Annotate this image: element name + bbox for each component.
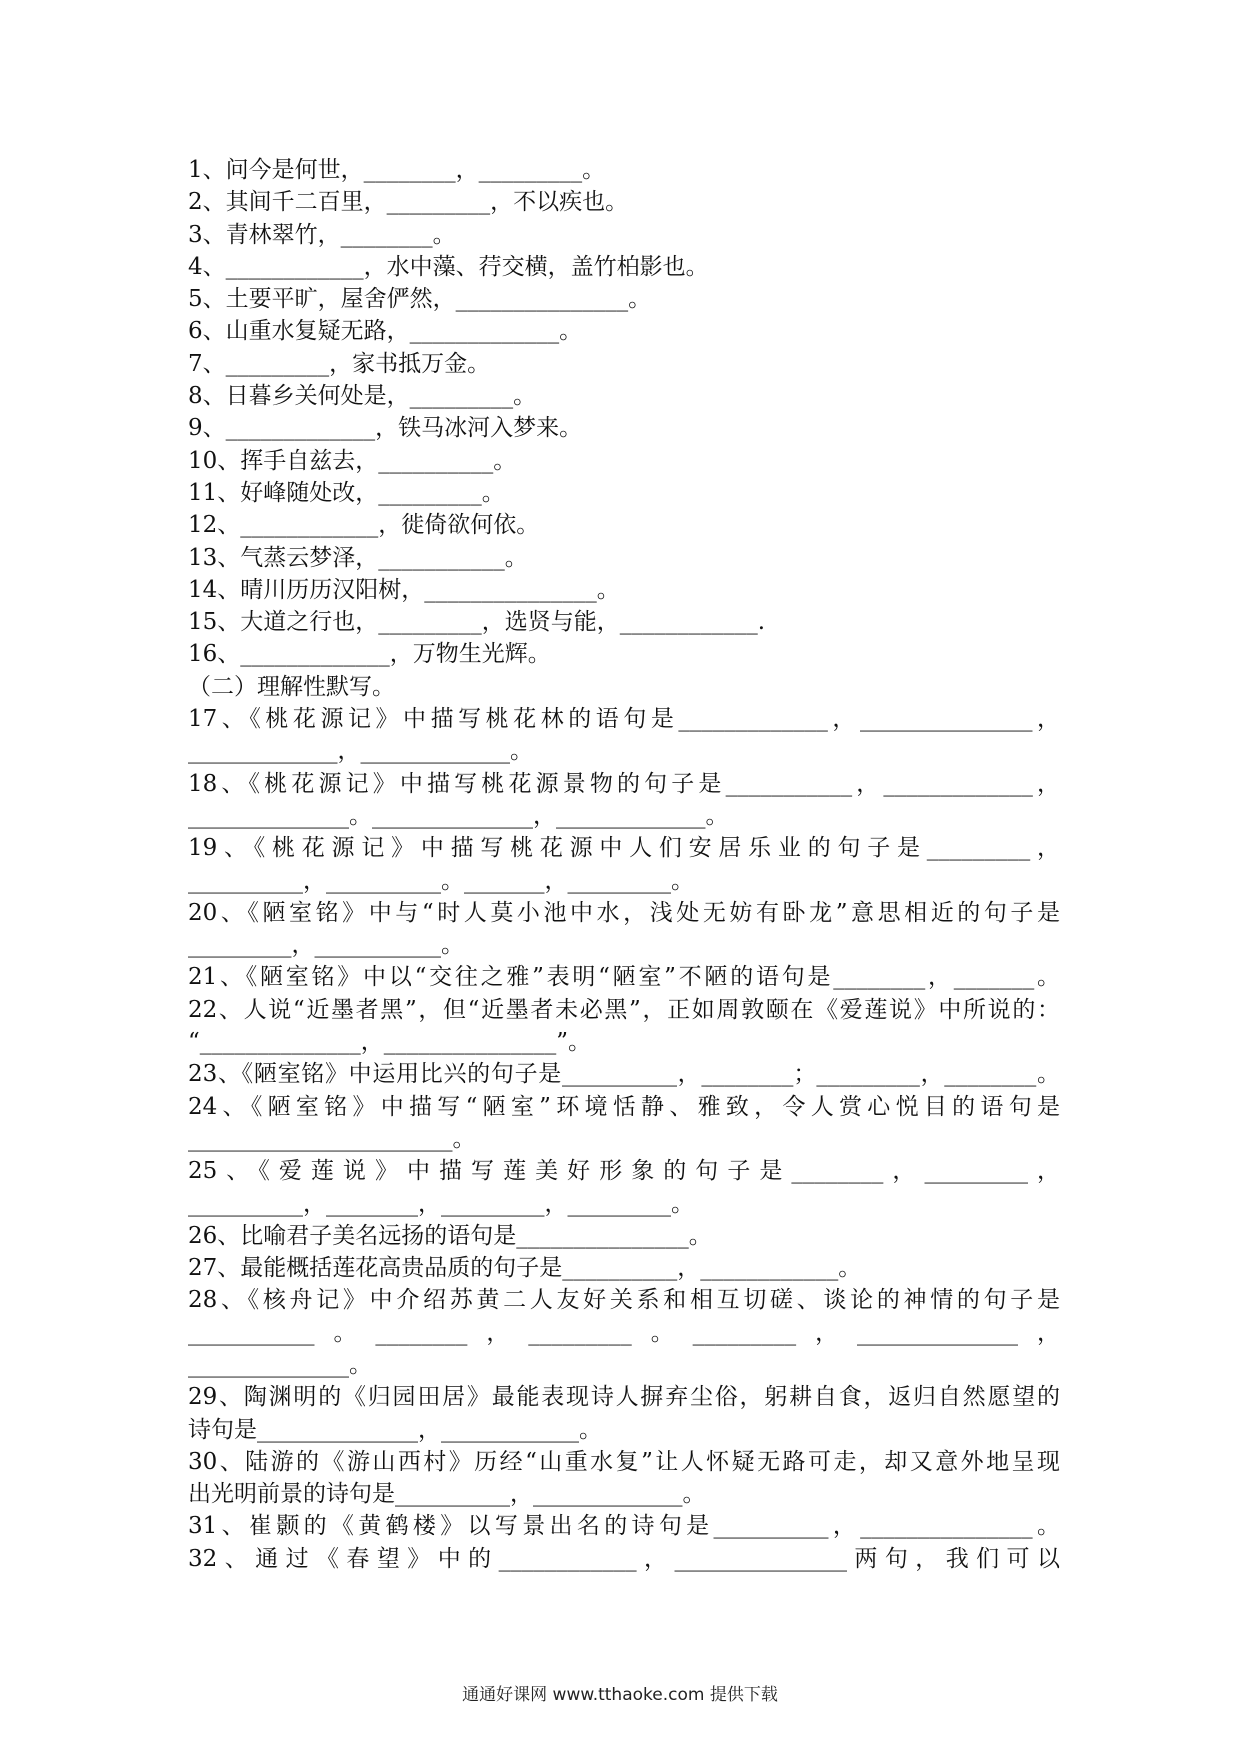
exercise-line: 8、日暮乡关何处是，_________。 <box>188 383 537 410</box>
exercise-line: _____________，_____________。 <box>188 738 533 765</box>
exercise-line: _______________________。 <box>188 1125 476 1152</box>
exercise-line: 28、《核舟记》中介绍苏黄二人友好关系和相互切磋、谈论的神情的句子是 <box>188 1287 1060 1314</box>
exercise-line: 22、人说“近墨者黑”，但“近墨者未必黑”，正如周敦颐在《爱莲说》中所说的： <box>188 996 1060 1023</box>
exercise-line: 10、挥手自兹去，__________。 <box>188 447 517 474</box>
page-footer: 通通好课网 www.tthaoke.com 提供下载 <box>462 1685 778 1705</box>
exercise-line: 9、_____________，铁马冰河入梦来。 <box>188 415 583 442</box>
exercise-line: 14、晴川历历汉阳树，_______________。 <box>188 576 620 603</box>
exercise-line: 1、问今是何世，________，_________。 <box>188 157 606 183</box>
exercise-line: 19、《桃花源记》中描写桃花源中人们安居乐业的句子是_________， <box>188 835 1060 862</box>
exercise-line: 20、《陋室铭》中与“时人莫小池中水，浅处无妨有卧龙”意思相近的句子是 <box>188 899 1060 926</box>
exercise-line: 出光明前景的诗句是__________，_____________。 <box>188 1481 706 1508</box>
exercise-line: 17、《桃花源记》中描写桃花林的语句是_____________，_______________， <box>188 706 1060 733</box>
exercise-line: 3、青林翠竹，________。 <box>188 221 456 248</box>
exercise-line: 25、《爱莲说》中描写莲美好形象的句子是________，_________， <box>188 1158 1060 1185</box>
exercise-line: 30、陆游的《游山西村》历经“山重水复”让人怀疑无路可走，却又意外地呈现 <box>188 1448 1060 1475</box>
exercise-list <box>188 154 1060 1575</box>
exercise-line: 11、好峰随处改，_________。 <box>188 479 505 506</box>
exercise-line: ______________。______________，_____________。 <box>188 802 729 829</box>
exercise-line: 15、大道之行也，_________，选贤与能，____________. <box>188 609 766 636</box>
exercise-line: 29、陶渊明的《归园田居》最能表现诗人摒弃尘俗，躬耕自食，返归自然愿望的 <box>188 1384 1060 1411</box>
exercise-line: __________，________，_________，_________。 <box>188 1190 694 1217</box>
exercise-line: 32、通过《春望》中的____________，_______________两句，我们可以 <box>188 1545 1060 1572</box>
exercise-line: 2、其间千二百里，_________，不以疾也。 <box>188 189 629 216</box>
exercise-line: 6、山重水复疑无路，_____________。 <box>188 318 583 345</box>
exercise-line: 16、_____________，万物生光辉。 <box>188 641 551 668</box>
exercise-line: 4、____________，水中藻、荇交横，盖竹柏影也。 <box>188 253 709 280</box>
exercise-line: “______________，_______________”。 <box>188 1029 592 1056</box>
exercise-line: 12、____________，徙倚欲何依。 <box>188 512 540 539</box>
exercise-line: 诗句是______________，____________。 <box>188 1416 602 1443</box>
exercise-line: __________，__________。_______，_________。 <box>188 867 694 894</box>
exercise-line: 13、气蒸云梦泽，___________。 <box>188 544 528 571</box>
exercise-line: 31、崔颢的《黄鹤楼》以写景出名的诗句是__________，_______________。 <box>188 1513 1060 1540</box>
exercise-line: _________，___________。 <box>188 932 464 959</box>
exercise-line: 7、_________，家书抵万金。 <box>188 350 491 377</box>
exercise-line: 24、《陋室铭》中描写“陋室”环境恬静、雅致，令人赏心悦目的语句是 <box>188 1093 1060 1120</box>
exercise-line: 5、土要平旷，屋舍俨然，_______________。 <box>188 286 652 313</box>
exercise-line: 21、《陋室铭》中以“交往之雅”表明“陋室”不陋的语句是________，_______。 <box>188 964 1060 991</box>
exercise-line: ______________。 <box>188 1351 372 1378</box>
exercise-line: 18、《桃花源记》中描写桃花源景物的句子是___________，_____________， <box>188 770 1060 797</box>
exercise-line: ___________。________，_________。_________，______________， <box>188 1319 1060 1346</box>
exercise-line: 27、最能概括莲花高贵品质的句子是__________，____________。 <box>188 1255 862 1282</box>
exercise-line: 26、比喻君子美名远扬的语句是_______________。 <box>188 1222 712 1249</box>
exercise-line: （二）理解性默写。 <box>188 673 395 700</box>
exercise-line: 23、《陋室铭》中运用比兴的句子是__________，________；_________，________。 <box>188 1061 1060 1088</box>
